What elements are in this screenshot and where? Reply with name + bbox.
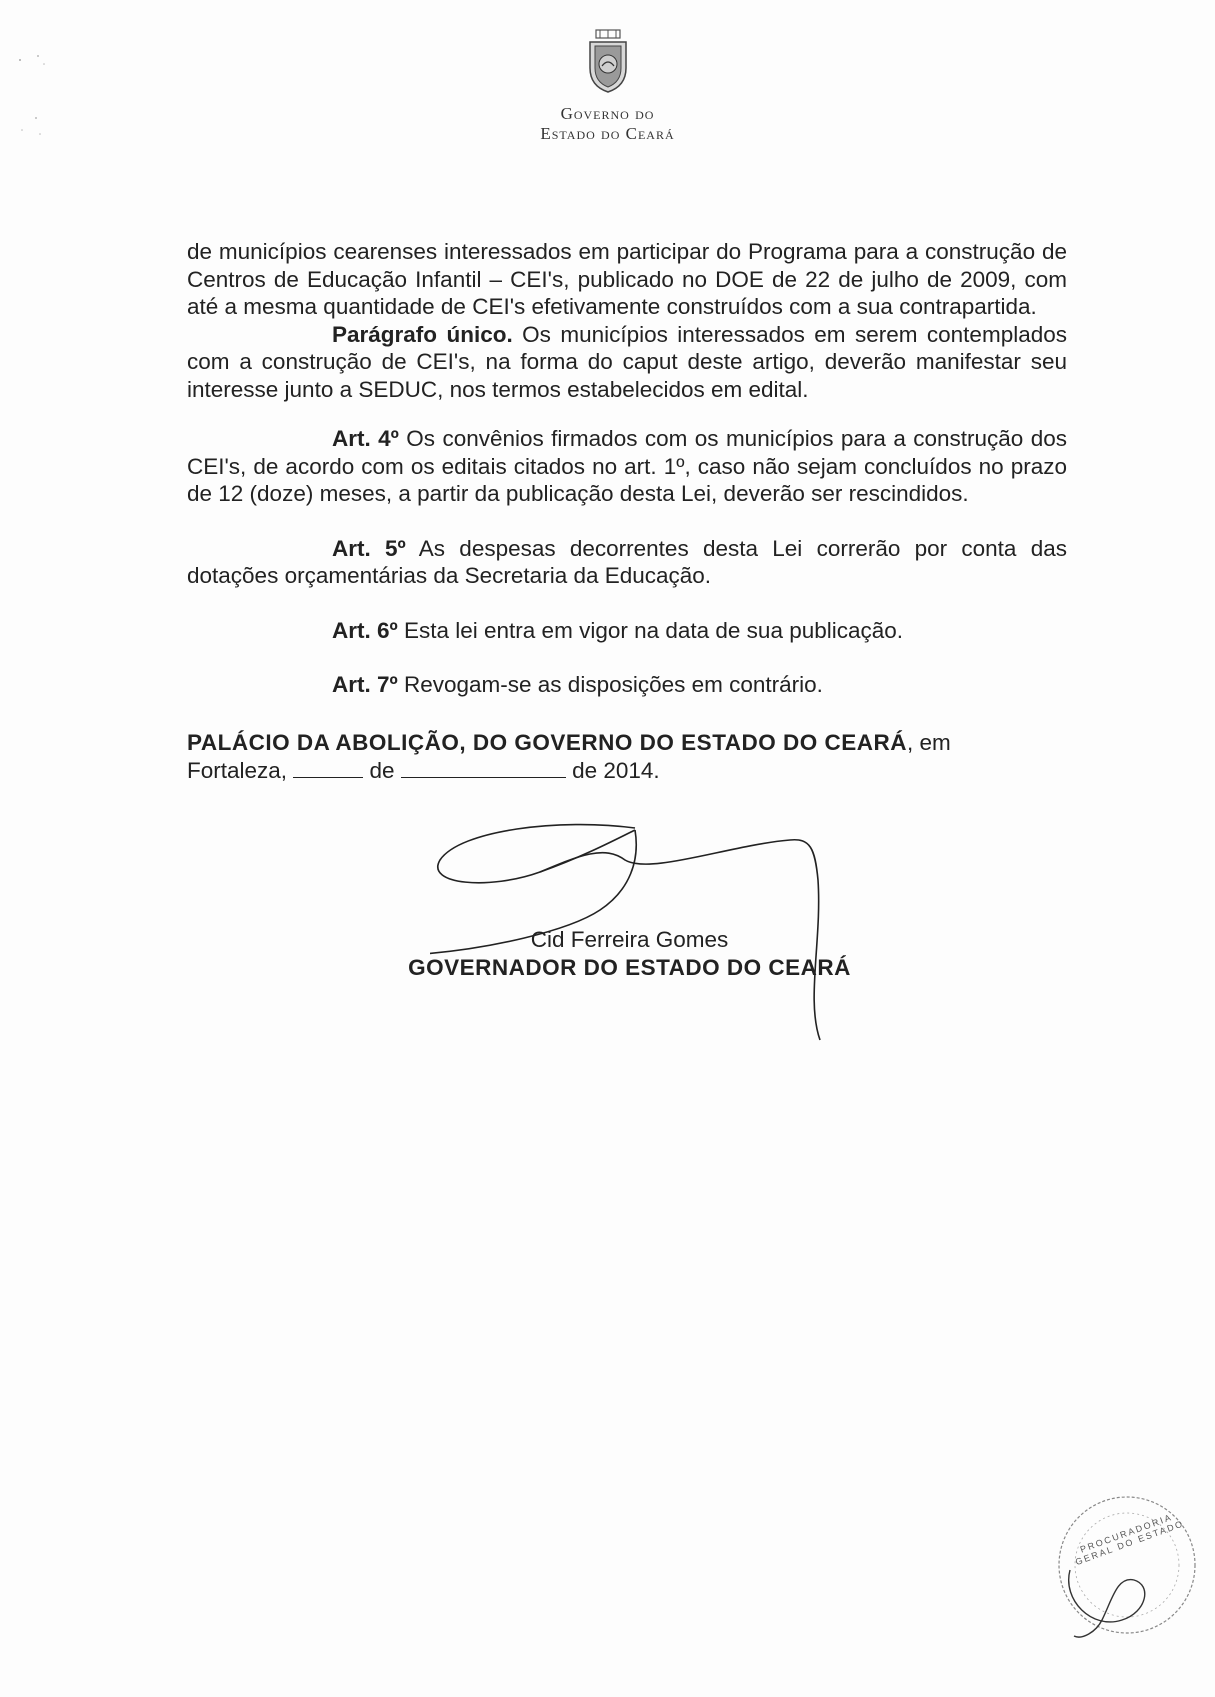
article-4	[187, 425, 1067, 508]
paragraph-continuation: de municípios cearenses interessados em participar do Programa para a construção de Centros de Educação Infantil – CEI's, publicado no DOE de 22 de julho de 2009, com até a mesma quantidade de CEI's efetivamente construídos com a sua contrapartida.	[187, 239, 1067, 319]
day-blank	[293, 757, 363, 778]
article-5	[187, 535, 1067, 590]
paragraph-unico-text: Os municípios interessados em serem contemplados com a construção de CEI's, na forma do caput deste artigo, deverão manifestar seu interesse junto a SEDUC, nos termos estabelecidos em edital.	[187, 321, 1067, 402]
year-text: de 2014.	[565, 757, 660, 783]
article-7-text: Revogam-se as disposições em contrário.	[397, 672, 823, 697]
letterhead-line-2: Estado do Ceará	[540, 124, 675, 143]
signer-title: GOVERNADOR DO ESTADO DO CEARÁ	[408, 955, 851, 980]
article-6	[187, 617, 1067, 645]
signer-name: Cid Ferreira Gomes	[530, 927, 729, 952]
article-7-label: Art. 7º	[332, 672, 398, 697]
article-7	[187, 671, 1067, 699]
closing-formula	[187, 729, 1067, 785]
paragraph-unico	[187, 321, 1067, 404]
article-6-text: Esta lei entra em vigor na data de sua publicação.	[397, 617, 904, 643]
article-4-label: Art. 4º	[332, 426, 399, 451]
article-4-text: Os convênios firmados com os municípios para a construção dos CEI's, de acordo com os editais citados no art. 1º, caso não sejam concluídos no prazo de 12 (doze) meses, a partir da publicação desta Lei, deverão ser rescindidos.	[187, 426, 1067, 506]
closing-em: , em	[907, 729, 951, 755]
article-6-label: Art. 6º	[332, 617, 398, 643]
stamp-text: PROCURADORIA GERAL DO ESTADO	[1073, 1511, 1186, 1568]
article-5-text: As despesas decorrentes desta Lei correrão por conta das dotações orçamentárias da Secretaria da Educação.	[187, 535, 1067, 588]
letterhead-line-1: Governo do	[560, 104, 655, 123]
de-word: de	[363, 757, 401, 783]
month-blank	[401, 757, 566, 778]
state-coat-of-arms-icon	[580, 28, 636, 94]
handwritten-signature	[430, 820, 880, 1060]
palace-name: PALÁCIO DA ABOLIÇÃO, DO GOVERNO DO ESTADO DO CEARÁ	[187, 729, 908, 755]
letterhead	[0, 28, 1215, 144]
paragraph-unico-label: Parágrafo único.	[332, 321, 513, 347]
document-body	[187, 238, 1067, 785]
article-5-label: Art. 5º	[332, 535, 406, 561]
city-name: Fortaleza,	[187, 757, 294, 783]
